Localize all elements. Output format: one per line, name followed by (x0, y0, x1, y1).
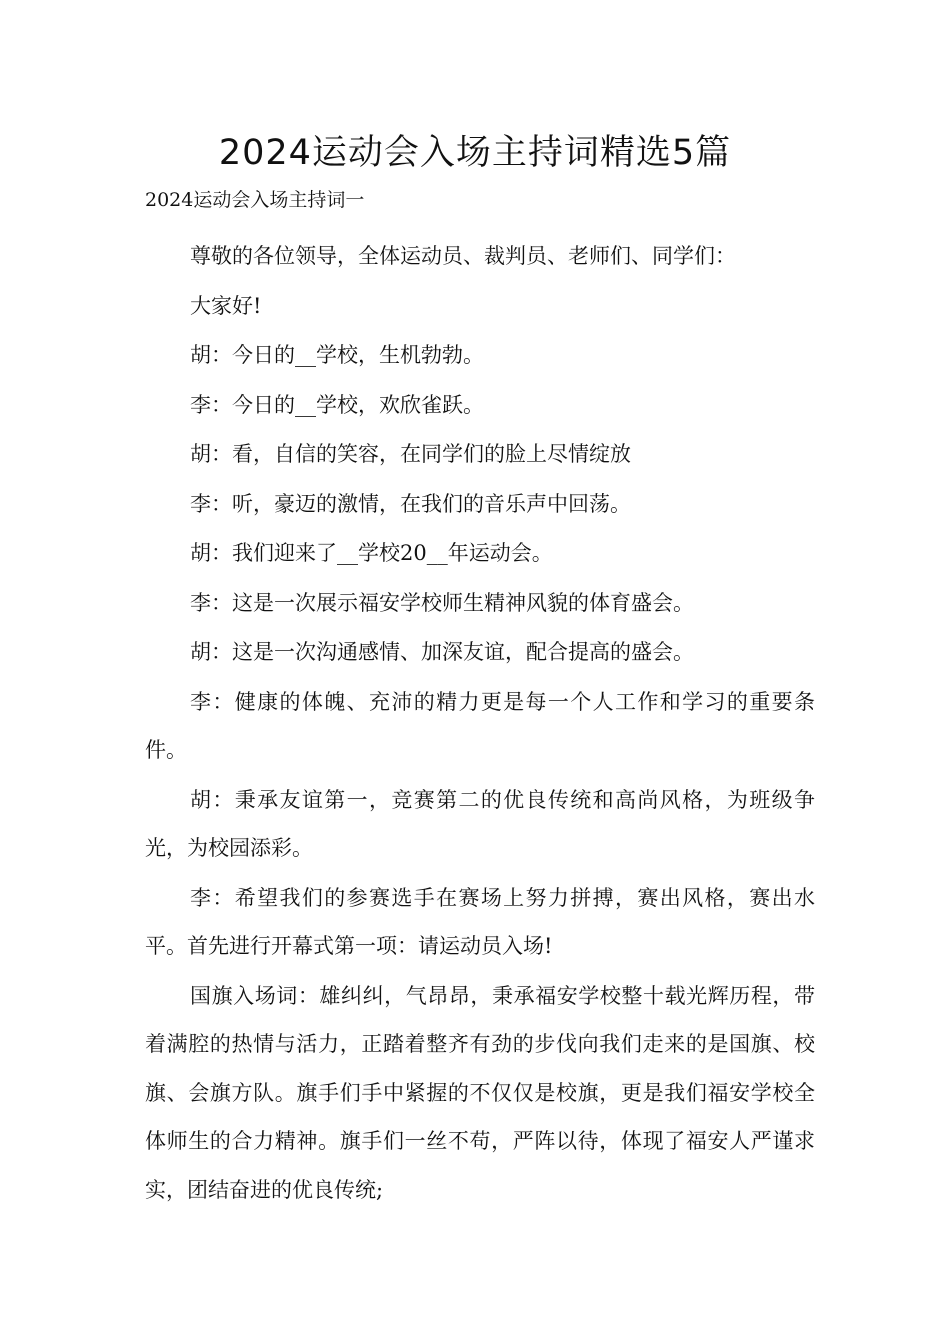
paragraph: 大家好! (190, 293, 262, 318)
paragraph: 胡：今日的__学校，生机勃勃。 (190, 343, 484, 367)
paragraph: 李：听，豪迈的激情，在我们的音乐声中回荡。 (190, 491, 631, 516)
paragraph: 李：今日的__学校，欢欣雀跃。 (190, 392, 484, 417)
paragraph: 李：这是一次展示福安学校师生精神风貌的体育盛会。 (190, 590, 694, 615)
section-heading: 2024运动会入场主持词一 (145, 189, 365, 211)
document-body (145, 232, 815, 1215)
document-title: 2024运动会入场主持词精选5篇 (218, 133, 732, 173)
paragraph: 李：希望我们的参赛选手在赛场上努力拼搏，赛出风格，赛出水平。首先进行开幕式第一项：请运动员入场! (145, 885, 815, 958)
paragraph: 胡：这是一次沟通感情、加深友谊，配合提高的盛会。 (190, 640, 694, 664)
paragraph: 胡：我们迎来了__学校20__年运动会。 (190, 541, 553, 565)
paragraph: 尊敬的各位领导，全体运动员、裁判员、老师们、同学们： (190, 244, 736, 268)
paragraph: 李：健康的体魄、充沛的精力更是每一个人工作和学习的重要条件。 (145, 689, 815, 762)
paragraph: 国旗入场词：雄纠纠，气昂昂，秉承福安学校整十载光辉历程，带着满腔的热情与活力，正踏着整齐有劲的步伐向我们走来的是国旗、校旗、会旗方队。旗手们手中紧握的不仅仅是校旗，更是我们福安学校全体师生的合力精神。旗手们一丝不苟，严阵以待，体现了福安人严谨求实，团结奋进的优良传统; (145, 983, 815, 1202)
paragraph: 胡：看，自信的笑容，在同学们的脸上尽情绽放 (190, 442, 631, 466)
paragraph: 胡：秉承友谊第一，竞赛第二的优良传统和高尚风格，为班级争光，为校园添彩。 (145, 787, 815, 860)
